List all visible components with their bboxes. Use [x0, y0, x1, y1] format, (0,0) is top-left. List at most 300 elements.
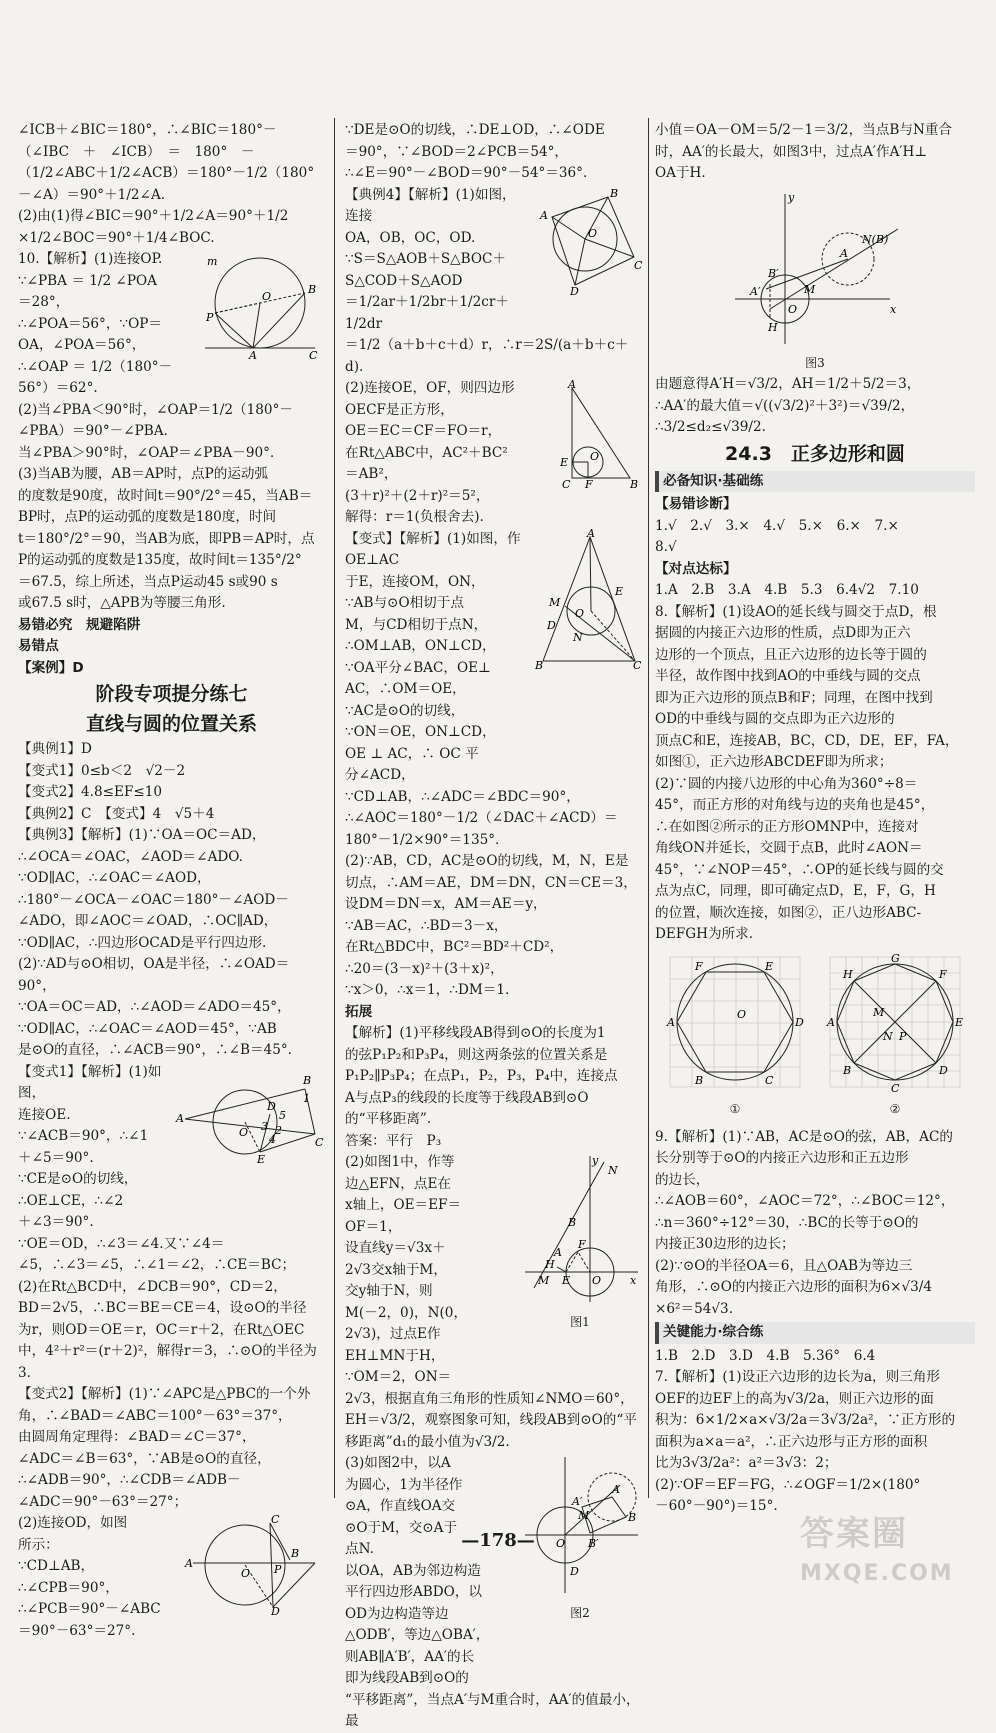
text-line: 【案例】D	[18, 659, 84, 676]
section-label: 易错必究 规避陷阱	[18, 616, 141, 633]
text-line: 1/2dr	[345, 315, 383, 332]
variant	[345, 526, 642, 1002]
text-line: ∵CD⊥AB，∴∠ADC＝∠BDC＝90°，	[345, 788, 580, 805]
text-line: 1.A 2.B 3.A 4.B 5.3 6.4√2 7.10	[655, 582, 919, 598]
section-label: 易错点	[18, 638, 59, 654]
text-line: 比为3√3/2a²：a²＝3√3：2；	[655, 1455, 838, 1471]
fig-label: O	[262, 290, 272, 303]
text-line: 【典例3】【解析】(1)∵OA＝OC＝AD，	[18, 827, 266, 843]
figure-1	[520, 1154, 640, 1304]
text-line: A与点P₃的线段的长度等于线段AB到⊙O	[345, 1089, 589, 1106]
fig-label: F	[695, 959, 703, 973]
fig-label: D	[271, 1605, 280, 1618]
section-title: 阶段专项提分练七	[95, 683, 248, 705]
fig-label: A	[667, 1015, 675, 1029]
text-line: 角线ON并延长，交圆于点B，此时∠AON＝	[655, 840, 923, 856]
text-line: “平移距离”，当点A′与M重合时，AA′的值最小，最	[345, 1691, 640, 1729]
text-line: 45°，而正方形的对角线与边的夹角也是45°，	[655, 797, 935, 813]
fig-label: D	[795, 1015, 804, 1029]
text-line: ＝28°，	[18, 294, 70, 310]
fig-label: D	[570, 1565, 579, 1578]
text-line: 边△EFN，点E在	[345, 1175, 452, 1192]
fig-label: x	[890, 302, 897, 316]
text-line: ∴n＝360°÷12°＝30，∴BC的长等于⊙O的	[655, 1214, 919, 1231]
text-line: 的边长，	[655, 1171, 710, 1188]
fig-label: A′	[750, 284, 761, 298]
text-line: OF＝1，	[345, 1218, 402, 1235]
fig-label: F	[585, 478, 593, 491]
fig-label: O	[592, 1274, 602, 1287]
fig-label: 2	[275, 1123, 282, 1137]
text-line: ∵OD∥AC，∴∠OAC＝∠AOD，	[18, 870, 211, 886]
figure-2	[520, 1455, 640, 1595]
figure-3	[730, 189, 900, 349]
text-line: 8.√	[655, 539, 677, 555]
text-line: ∴180°－∠OCA－∠OAC＝180°－∠AOD－	[18, 891, 289, 908]
text-line: t＝180°/2°＝90，当AB为底，即PB＝AP时，点	[18, 530, 315, 547]
text-line: 【典例2】C 【变式】4 √5＋4	[18, 805, 215, 822]
fig-label: B	[568, 1216, 577, 1229]
text-line: 角，∴∠BAD＝∠ABC＝100°－63°＝37°，	[18, 1407, 292, 1424]
text-line: (2)∵⊙O的半径OA＝6，且△OAB为等边三	[655, 1257, 913, 1274]
extension	[345, 1002, 640, 1733]
text-line: ∵OM＝2，ON＝	[345, 1369, 452, 1385]
figure-1-wrap	[520, 1154, 640, 1333]
text-line: ∵DE是⊙O的切线，∴DE⊥OD，∴∠ODE	[345, 122, 605, 138]
text-line: 【解析】(1)平移线段AB得到⊙O的长度为1	[345, 1025, 606, 1041]
text-line: 【变式1】0≤b＜2 √2－2	[18, 762, 186, 779]
text-line: 2√3)，过点E作	[345, 1326, 441, 1342]
text-line: ＝1/2ar＋1/2br＋1/2cr＋	[345, 294, 509, 310]
fig-label: O	[788, 302, 798, 316]
text-line: 解得：r＝1(负根舍去).	[345, 509, 484, 525]
fig-label: B	[630, 478, 639, 491]
text-line: (2)连接OD，如图	[18, 1515, 128, 1531]
text-line: 则AB∥A′B′，AA′的长	[345, 1648, 475, 1665]
fig-label: O	[737, 1007, 747, 1021]
text-line: OE＝EC＝CF＝FO＝r，	[345, 423, 502, 439]
fig-label: A	[827, 1015, 835, 1029]
fig-label: B	[291, 1547, 300, 1560]
fig-label: O	[588, 226, 598, 240]
text-line: ∴∠OAP ＝ 1/2（180°－	[18, 358, 173, 375]
fig-label: H	[843, 967, 853, 981]
text-line: BD＝2√5，∴BC＝BE＝CE＝4，设⊙O的半径	[18, 1300, 307, 1316]
text-line: 8.【解析】(1)设AO的延长线与圆交于点D，根	[655, 603, 937, 620]
text-line: ∠ICB＋∠BIC＝180°，∴∠BIC＝180°－	[18, 122, 277, 138]
fig-label: D	[570, 284, 579, 298]
text-line: ＝90°－63°＝27°.	[18, 1622, 136, 1639]
text-line: ＝90°，∵∠BOD＝2∠PCB＝54°，	[345, 143, 569, 160]
text-line: ∴AA′的最大值＝√((√3/2)²＋3²)＝√39/2，	[655, 397, 915, 414]
fig-label: M	[873, 1005, 885, 1019]
fig-label: B	[535, 658, 544, 672]
fig-label: A	[612, 1483, 620, 1496]
text-line: 或67.5 s时，△APB为等腰三角形.	[18, 595, 226, 611]
figure-caption: 图3	[805, 355, 825, 370]
text-line: ＝AB²，	[345, 466, 398, 482]
text-line: 即为线段AB到⊙O的	[345, 1670, 469, 1686]
octagon-figure	[825, 951, 965, 1095]
figure-circle-tangent	[175, 1064, 325, 1164]
hexagon-figure-wrap	[665, 952, 805, 1121]
text-line: 面积为a×a＝a²，∴正六边形与正方形的面积	[655, 1433, 928, 1450]
example-4	[345, 185, 643, 529]
fig-label: N	[573, 630, 583, 644]
section-label: 【对点达标】	[655, 560, 737, 577]
text-line: 7.【解析】(1)设正六边形的边长为a，则三角形	[655, 1369, 941, 1385]
text-line: ∴∠POA＝56°，∵OP＝	[18, 315, 162, 332]
text-line: (2)∵圆的内接八边形的中心角为360°÷8＝	[655, 775, 918, 792]
text-line: 边形的一个顶点，且正六边形的边长等于圆的	[655, 646, 927, 663]
figure-isosceles	[535, 526, 642, 672]
text-line: P的运动弧的度数是135度，故时间t＝135°/2°	[18, 552, 302, 568]
watermark-logo	[800, 1506, 980, 1586]
fig-label: D	[267, 1099, 276, 1113]
section-label: 拓展	[345, 1003, 373, 1020]
text-line: 2√3交x轴于M，	[345, 1261, 447, 1278]
fig-label: M	[538, 1274, 550, 1287]
text-line: OE ⊥ AC，∴ OC 平	[345, 745, 479, 762]
text-line: 切点，∴AM＝AE，DM＝DN，CN＝CE＝3，	[345, 874, 637, 891]
text-line: ∵OA平分∠BAC，OE⊥	[345, 659, 491, 676]
text-line: 为圆心，1为半径作	[345, 1476, 463, 1493]
text-line: x轴上，OE＝EF＝	[345, 1197, 462, 1213]
section-title: 24.3 正多边形和圆	[725, 442, 905, 465]
text-line: (2)如图1中，作等	[345, 1154, 455, 1170]
text-line: ×1/2∠BOC＝90°＋1/4∠BOC.	[18, 229, 215, 246]
text-line: OD为边构造等边	[345, 1605, 449, 1622]
text-line: 45°，∵∠NOP＝45°，∴OP的延长线与圆的交	[655, 861, 944, 878]
text-line: ∵AB与⊙O相切于点	[345, 595, 464, 611]
text-line: 为r，则OD＝OE＝r，OC＝r＋2，在Rt△OEC	[18, 1321, 305, 1338]
text-line: ∴∠E＝90°－∠BOD＝90°－54°＝36°.	[345, 165, 588, 181]
fig-label: C	[271, 1513, 280, 1526]
text-line: ∴OM⊥AB，ON⊥CD，	[345, 638, 496, 654]
hexagon-figure	[665, 952, 805, 1092]
text-line: OD的中垂线与圆的交点即为正六边形的	[655, 711, 895, 727]
fig-label: m	[207, 255, 218, 268]
fig-label: C	[634, 258, 643, 272]
text-line: P₁P₂∥P₃P₄；在点P₁，P₂，P₃，P₄中，连接点	[345, 1068, 618, 1084]
text-line: ⊙A，作直线OA交	[345, 1498, 456, 1514]
text-line: （∠IBC ＋ ∠ICB） ＝ 180° －	[18, 143, 255, 160]
polygon-figures	[655, 952, 975, 1121]
text-line: －∠A）＝90°＋1/2∠A.	[18, 186, 166, 203]
text-line: 【变式2】4.8≤EF≤10	[18, 784, 163, 800]
fig-label: E	[560, 456, 569, 469]
fig-label: B	[843, 1063, 852, 1077]
text-line: ⊙O于M，交⊙A于	[345, 1519, 458, 1536]
fig-label: B	[303, 1073, 312, 1087]
text-line: 在Rt△BDC中，BC²＝BD²＋CD²，	[345, 939, 564, 955]
text-line: ∵S＝S△AOB＋S△BOC＋	[345, 251, 507, 267]
fig-label: C	[891, 1081, 900, 1095]
text-line: ∴在如图②所示的正方形OMNP中，连接对	[655, 818, 919, 835]
column-1	[18, 120, 325, 1642]
text-line: (2)∵OF＝EF＝FG，∴∠OGF＝1/2×(180°	[655, 1476, 921, 1493]
text-line: OEF的边EF上的高为√3/2a，则正六边形的面	[655, 1390, 934, 1407]
section-subtitle: 直线与圆的位置关系	[85, 713, 257, 735]
text-line: 【典例4】【解析】(1)如图，连接	[345, 186, 516, 224]
text-line: ＝67.5，综上所述，当点P运动45 s或90 s	[18, 573, 278, 590]
text-line: ＋∠5＝90°.	[18, 1149, 94, 1166]
text-line: 移距离”d₁的最小值为√3/2.	[345, 1433, 510, 1450]
text-line: ∵OE＝OD，∴∠3＝∠4.又∵∠4＝	[18, 1235, 225, 1252]
fig-label: E	[955, 1015, 964, 1029]
text-line: 1.√ 2.√ 3.× 4.√ 5.× 6.× 7.×	[655, 517, 899, 534]
text-line: 180°－1/2×90°＝135°.	[345, 831, 500, 848]
figure-caption: ①	[729, 1102, 741, 1116]
fig-label: B	[628, 1511, 637, 1524]
fig-label: A	[249, 349, 257, 362]
fig-label: N	[608, 1164, 618, 1177]
text-line: EH＝√3/2，观察图象可知，线段AB到⊙O的“平	[345, 1412, 637, 1428]
fig-label: B′	[768, 266, 779, 280]
text-line: 设直线y＝√3x＋	[345, 1240, 446, 1256]
text-line: 如图①，正六边形ABCDEF即为所求；	[655, 754, 893, 770]
text-line: ∴∠AOB＝60°，∠AOC＝72°，∴∠BOC＝12°，	[655, 1193, 955, 1209]
text-line: OECF是正方形，	[345, 401, 454, 418]
text-line: 的“平移距离”.	[345, 1111, 432, 1127]
fig-label: C	[562, 478, 571, 491]
text-line: 分∠ACD，	[345, 767, 415, 783]
fig-label: B	[308, 283, 317, 296]
text-line: ∵∠ACB＝90°，∴∠1	[18, 1128, 149, 1144]
text-line: ∵CE是⊙O的切线，	[18, 1171, 138, 1187]
fig-label: 1	[303, 1091, 310, 1105]
grid	[670, 957, 800, 1087]
text-line: M，与CD相切于点N，	[345, 616, 488, 633]
text-line: ＝1/2（a＋b＋c＋d）r，∴r＝2S/(a＋b＋c＋d).	[345, 337, 629, 375]
text-line: (3＋r)²＋(2＋r)²＝5²，	[345, 487, 490, 504]
fig-label: F	[578, 1238, 586, 1251]
text-line: △ODB′，等边△OBA′，	[345, 1627, 490, 1643]
text-line: ∠ADO，即∠AOC＝∠OAD，∴OC∥AD，	[18, 913, 278, 929]
text-line: ∵OD∥AC，∴∠OAC＝∠AOD＝45°，∵AB	[18, 1020, 277, 1037]
fig-label: E	[765, 959, 774, 973]
text-line: (2)∵AB，CD，AC是⊙O的切线，M，N，E是	[345, 853, 629, 869]
text-line: ∴∠OCA＝∠OAC，∠AOD＝∠ADO.	[18, 848, 243, 865]
text-line: 连接OE.	[18, 1106, 71, 1123]
text-line: 由题意得A′H＝√3/2，AH＝1/2＋5/2＝3，	[655, 376, 921, 392]
fig-label: O	[239, 1125, 249, 1139]
text-line: 【典例1】D	[18, 741, 92, 757]
fig-label: G	[891, 951, 900, 965]
column-divider	[648, 118, 649, 1498]
text-line: 顶点C和E，连接AB，BC，CD，DE，EF，FA，	[655, 732, 959, 749]
fig-label: y	[788, 190, 795, 204]
text-line: ∵CD⊥AB，	[18, 1558, 95, 1574]
fig-label: A	[554, 1246, 562, 1259]
text-line: ＋∠3＝90°.	[18, 1214, 94, 1230]
fig-label: M	[549, 595, 561, 609]
text-line: 的弦P₁P₂和P₃P₄，则这两条弦的位置关系是	[345, 1046, 608, 1063]
variant-1	[18, 1062, 325, 1385]
text-line: 【变式】【解析】(1)如图，作OE⊥AC	[345, 530, 521, 568]
fig-label: H	[545, 1258, 555, 1271]
text-line: ∴3/2≤d₂≤√39/2.	[655, 419, 766, 435]
fig-label: B′	[588, 1537, 599, 1550]
text-line: (2)当∠PBA＜90°时，∠OAP＝1/2（180°－	[18, 401, 293, 418]
text-line: 【变式2】【解析】(1)∵∠APC是△PBC的一个外	[18, 1386, 311, 1402]
column-divider	[334, 118, 335, 1498]
text-line: EH⊥MN于H，	[345, 1347, 445, 1364]
fig-label: H	[768, 320, 778, 334]
text-line: 积为：6×1/2×a×√3/2a＝3√3/2a²，∵正方形的	[655, 1412, 956, 1428]
fig-label: C	[315, 1135, 324, 1149]
fig-label: A	[176, 1111, 184, 1125]
fig-label: E	[562, 1274, 571, 1287]
text-line: ×6²＝54√3.	[655, 1300, 734, 1317]
text-line: ∴∠CPB＝90°，	[18, 1579, 119, 1596]
text-line: ∠5，∴∠3＝∠5，∴∠1＝∠2，∴CE＝BC；	[18, 1257, 296, 1273]
text-line: ∵ON＝OE，ON⊥CD，	[345, 724, 496, 740]
fig-label: N(B)	[862, 232, 889, 246]
text-line: 即为正六边形的顶点B和F；同理，在图中找到	[655, 689, 933, 706]
text-line: 据圆的内接正六边形的性质，点D即为正六	[655, 625, 911, 641]
watermark-text: 答案圈	[800, 1514, 908, 1554]
text-line: BP时，点P的运动弧的度数是180度，时间	[18, 509, 277, 525]
column-2	[345, 120, 643, 1733]
text-line: OA，OB，OC，OD.	[345, 229, 476, 246]
text-line: 1.B 2.D 3.D 4.B 5.36° 6.4	[655, 1347, 876, 1364]
text-line: －60°－90°)＝15°.	[655, 1498, 778, 1514]
text-line: M(－2，0)，N(0，	[345, 1304, 468, 1321]
fig-label: A	[568, 378, 576, 391]
fig-label: 3	[261, 1119, 268, 1133]
fig-label: C	[633, 658, 642, 672]
text-line: 的度数是90度，故时间t＝90°/2°＝45，当AB＝	[18, 487, 313, 504]
figure-caption: 图1	[570, 1314, 590, 1329]
text-line: 平行四边形ABDO，以	[345, 1584, 483, 1600]
text-line: ∵OD∥AC，∴四边形OCAD是平行四边形.	[18, 934, 267, 951]
figure-right-triangle	[560, 380, 640, 490]
text-line: 答案：平行 P₃	[345, 1132, 442, 1149]
text-line: ∴OE⊥CE，∴∠2	[18, 1192, 124, 1209]
fig-label: 4	[269, 1132, 276, 1146]
fig-label: A′	[572, 1495, 583, 1508]
fig-label: P	[206, 311, 214, 324]
fig-label: P	[274, 1563, 282, 1576]
text-line: (2)∵AD与⊙O相切，OA是半径，∴∠OAD＝90°，	[18, 956, 290, 994]
fig-label: 5	[279, 1108, 286, 1122]
variant-2	[18, 1384, 325, 1642]
fig-label: x	[630, 1274, 637, 1287]
text-line: ∴20＝(3－x)²＋(3＋x)²，	[345, 960, 504, 977]
text-line: 由圆周角定理得：∠BAD＝∠C＝37°，	[18, 1429, 256, 1445]
section-header: 必备知识·基础练	[655, 471, 975, 493]
text-line: (2)由(1)得∠BIC＝90°＋1/2∠A＝90°＋1/2	[18, 208, 289, 224]
text-line: 10.【解析】(1)连接OP.	[18, 251, 163, 267]
fig-label: A	[840, 246, 848, 260]
text-block	[18, 120, 325, 249]
column-3	[655, 120, 975, 1518]
text-line: ∵∠PBA ＝ 1/2 ∠POA	[18, 272, 157, 289]
text-line: 【变式1】【解析】(1)如图，	[18, 1063, 162, 1101]
watermark-url: MXQE.COM	[800, 1561, 954, 1586]
text-line: 点为点C，同理，即可确定点D，E，F，G，H	[655, 883, 936, 899]
text-line: ∵OA＝OC＝AD，∴∠AOD＝∠ADO＝45°，	[18, 999, 291, 1015]
text-line: 于E，连接OM，ON，	[345, 573, 485, 590]
text-line: (3)当AB为腰，AB＝AP时，点P的运动弧	[18, 466, 269, 482]
figure-circle-pab	[205, 251, 325, 361]
text-line: 是⊙O的直径，∴∠ACB＝90°，∴∠B＝45°.	[18, 1042, 292, 1058]
text-line: OA，∠POA＝56°，	[18, 337, 146, 353]
text-line: 2√3，根据直角三角形的性质知∠NMO＝60°，	[345, 1390, 634, 1407]
fig-label: A	[185, 1557, 193, 1570]
fig-label: O	[241, 1567, 251, 1580]
fig-label: P	[899, 1029, 907, 1043]
fig-label: C	[309, 349, 318, 362]
text-line: 56°）＝62°.	[18, 380, 98, 396]
problem-10	[18, 249, 325, 615]
fig-label: O	[575, 606, 585, 620]
text-line: 小值＝OA－OM＝5/2－1＝3/2，当点B与N重合	[655, 122, 953, 138]
fig-label: C	[765, 1073, 774, 1087]
text-line: OA于H.	[655, 165, 706, 181]
text-line: 中，4²＋r²＝(r＋2)²，解得r＝3，∴⊙O的半径为3.	[18, 1343, 317, 1381]
text-line: 的位置，顺次连接，如图②，正八边形ABC-	[655, 904, 922, 921]
text-line: ∵x＞0，∴x＝1，∴DM＝1.	[345, 982, 510, 998]
fig-label: A	[540, 208, 548, 222]
text-line: DEFGH为所求.	[655, 926, 754, 942]
text-line: 9.【解析】(1)∵AB，AC是⊙O的弦，AB，AC的	[655, 1128, 953, 1145]
text-line: ∠ADC＝90°－63°＝27°；	[18, 1493, 188, 1510]
fig-label: B	[695, 1073, 704, 1087]
figure-caption: 图2	[570, 1605, 590, 1620]
text-line: (2)连接OE，OF，则四边形	[345, 380, 515, 396]
text-line: 点N.	[345, 1541, 374, 1557]
text-line: 时，AA′的长最大，如图3中，过点A′作A′H⊥	[655, 143, 928, 160]
text-line: 在Rt△ABC中，AC²＋BC²	[345, 444, 508, 461]
fig-label: M	[578, 1509, 590, 1522]
text-line: ∠PBA）＝90°－∠PBA.	[18, 423, 168, 439]
text-line: 当∠PBA＞90°时，∠OAP＝∠PBA－90°.	[18, 444, 275, 461]
fig-label: E	[615, 584, 624, 598]
text-line: S△COD＋S△AOD	[345, 272, 463, 289]
figure-quadrilateral	[530, 186, 643, 298]
fig-label: N	[883, 1029, 893, 1043]
figure-caption: ②	[889, 1102, 901, 1116]
page-number: —178—	[461, 1530, 535, 1551]
fig-label: B	[610, 186, 619, 200]
fig-label: O	[590, 450, 600, 463]
text-line: AC，∴OM＝OE，	[345, 681, 466, 697]
text-line: 半径，故作图中找到AO的中垂线与圆的交点	[655, 668, 921, 684]
fig-label: M	[804, 282, 816, 296]
text-line: 所示：	[18, 1536, 59, 1553]
text-line: （1/2∠ABC＋1/2∠ACB）＝180°－1/2（180°	[18, 165, 315, 181]
text-line: 交y轴于N，则	[345, 1283, 433, 1299]
fig-label: O	[556, 1537, 566, 1550]
text-line: (3)如图2中，以A	[345, 1455, 451, 1471]
fig-label: A	[587, 526, 595, 540]
fig-label: E	[257, 1152, 266, 1166]
text-line: 角形，∴⊙O的内接正六边形的面积为6×√3/4	[655, 1279, 933, 1295]
text-line: ∴∠PCB＝90°－∠ABC	[18, 1601, 161, 1617]
section-header: 关键能力·综合练	[655, 1322, 975, 1344]
fig-label: F	[939, 967, 947, 981]
fig-label: D	[547, 618, 556, 632]
text-line: ∵AB＝AC，∴BD＝3－x，	[345, 917, 508, 934]
section-label: 【易错诊断】	[655, 496, 737, 512]
text-line: ∴∠AOC＝180°－1/2（∠DAC＋∠ACD）＝	[345, 810, 618, 826]
text-line: ∴∠ADB＝90°，∴∠CDB＝∠ADB－	[18, 1472, 241, 1488]
text-line: (2)在Rt△BCD中，∠DCB＝90°，CD＝2，	[18, 1278, 287, 1295]
fig-label: y	[592, 1154, 599, 1167]
octagon-figure-wrap	[825, 952, 965, 1121]
